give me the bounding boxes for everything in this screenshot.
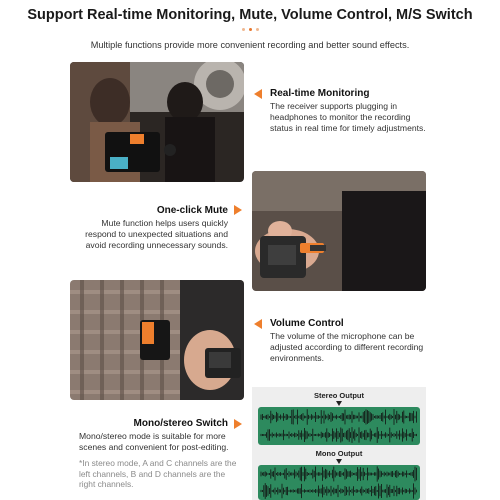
title-divider-dots (0, 28, 500, 31)
volume-title: Volume Control (270, 318, 344, 329)
stereo-output-label: Stereo Output (314, 391, 364, 400)
volume-arrow-icon (254, 319, 262, 329)
mute-title: One-click Mute (156, 205, 228, 216)
monitoring-arrow-icon (254, 89, 262, 99)
monitoring-description: The receiver supports plugging in headphones to monitor the recording status in real time for timely adjustments. (270, 101, 426, 133)
mono-output-label: Mono Output (315, 449, 363, 458)
waveform-panel (252, 387, 426, 500)
monitoring-photo (70, 62, 244, 182)
stereo-pointer-icon (336, 401, 342, 406)
monostereo-title: Mono/stereo Switch (133, 418, 228, 429)
stereo-waveform (258, 407, 420, 445)
page-title: Support Real-time Monitoring, Mute, Volume Control, M/S Switch (27, 7, 473, 23)
mute-photo (252, 171, 426, 291)
page-subtitle: Multiple functions provide more convenient recording and better sound effects. (90, 40, 410, 50)
volume-description: The volume of the microphone can be adjusted according to different recording environments. (270, 331, 424, 363)
monostereo-description: Mono/stereo mode is suitable for more scenes and convenient for post-editing. (79, 431, 229, 452)
mono-waveform (258, 465, 420, 500)
mono-pointer-icon (336, 459, 342, 464)
monitoring-title: Real-time Monitoring (270, 88, 370, 99)
monostereo-arrow-icon (234, 419, 242, 429)
volume-photo (70, 280, 244, 400)
mute-description: Mute function helps users quickly respond to unexpected situations and avoid recording unnecessary sounds. (85, 218, 228, 250)
mute-arrow-icon (234, 205, 242, 215)
monostereo-note: *In stereo mode, A and C channels are the left channels, B and D channels are the right channels. (79, 458, 237, 489)
